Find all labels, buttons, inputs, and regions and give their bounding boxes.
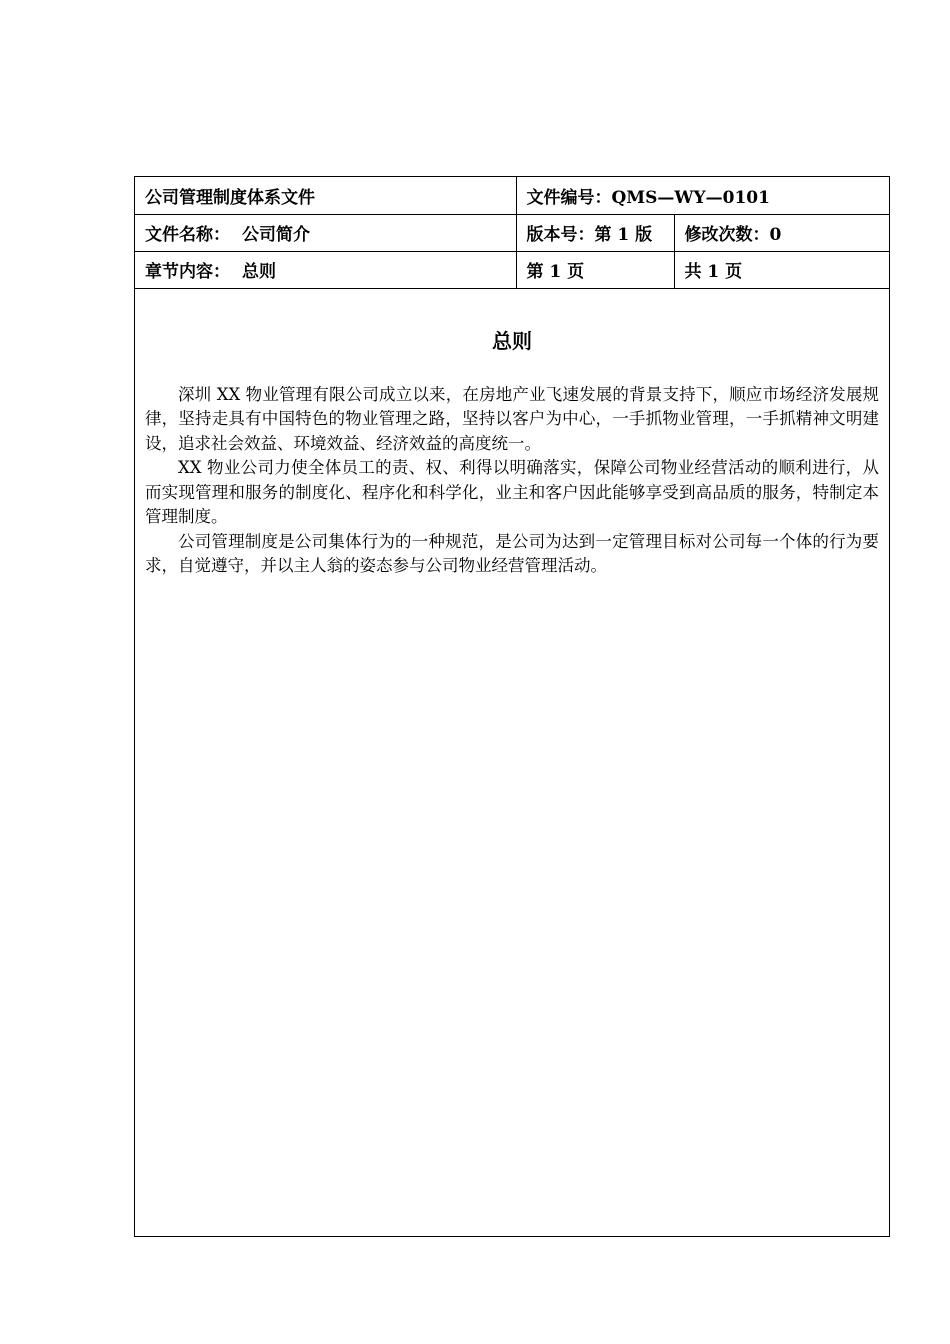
header-row-1 [135, 177, 889, 214]
section-value: 总则 [242, 262, 276, 282]
file-name-label: 文件名称： [145, 225, 230, 245]
document-body [135, 327, 889, 579]
section-label: 章节内容： [145, 262, 230, 282]
page-current: 第 1 页 [516, 251, 674, 288]
document-frame [134, 176, 890, 1237]
body-title: 总则 [492, 328, 532, 353]
file-number: 文件编号：QMS—WY—0101 [516, 177, 889, 214]
body-paragraph-3: 公司管理制度是公司集体行为的一种规范，是公司为达到一定管理目标对公司每一个体的行为要求，自觉遵守，并以主人翁的姿态参与公司物业经营管理活动。 [145, 531, 879, 575]
body-paragraph-2: XX 物业公司力使全体员工的责、权、利得以明确落实，保障公司物业经营活动的顺利进行，从而实现管理和服务的制度化、程序化和科学化，业主和客户因此能够享受到高品质的服务，特制定本管理制度。 [145, 458, 879, 526]
section-cell [135, 251, 516, 288]
system-title: 公司管理制度体系文件 [135, 177, 516, 214]
revision-count: 修改次数：0 [674, 214, 889, 251]
header-row-3 [135, 251, 889, 288]
file-name-cell [135, 214, 516, 251]
page-total: 共 1 页 [674, 251, 889, 288]
file-name-value: 公司简介 [242, 225, 310, 245]
document-header-table [135, 177, 889, 289]
header-row-2 [135, 214, 889, 251]
version-number: 版本号：第 1 版 [516, 214, 674, 251]
body-paragraph-1: 深圳 XX 物业管理有限公司成立以来，在房地产业飞速发展的背景支持下，顺应市场经济发展规律，坚持走具有中国特色的物业管理之路，坚持以客户为中心，一手抓物业管理，一手抓精神文明建设，追求社会效益、环境效益、经济效益的高度统一。 [145, 384, 879, 453]
